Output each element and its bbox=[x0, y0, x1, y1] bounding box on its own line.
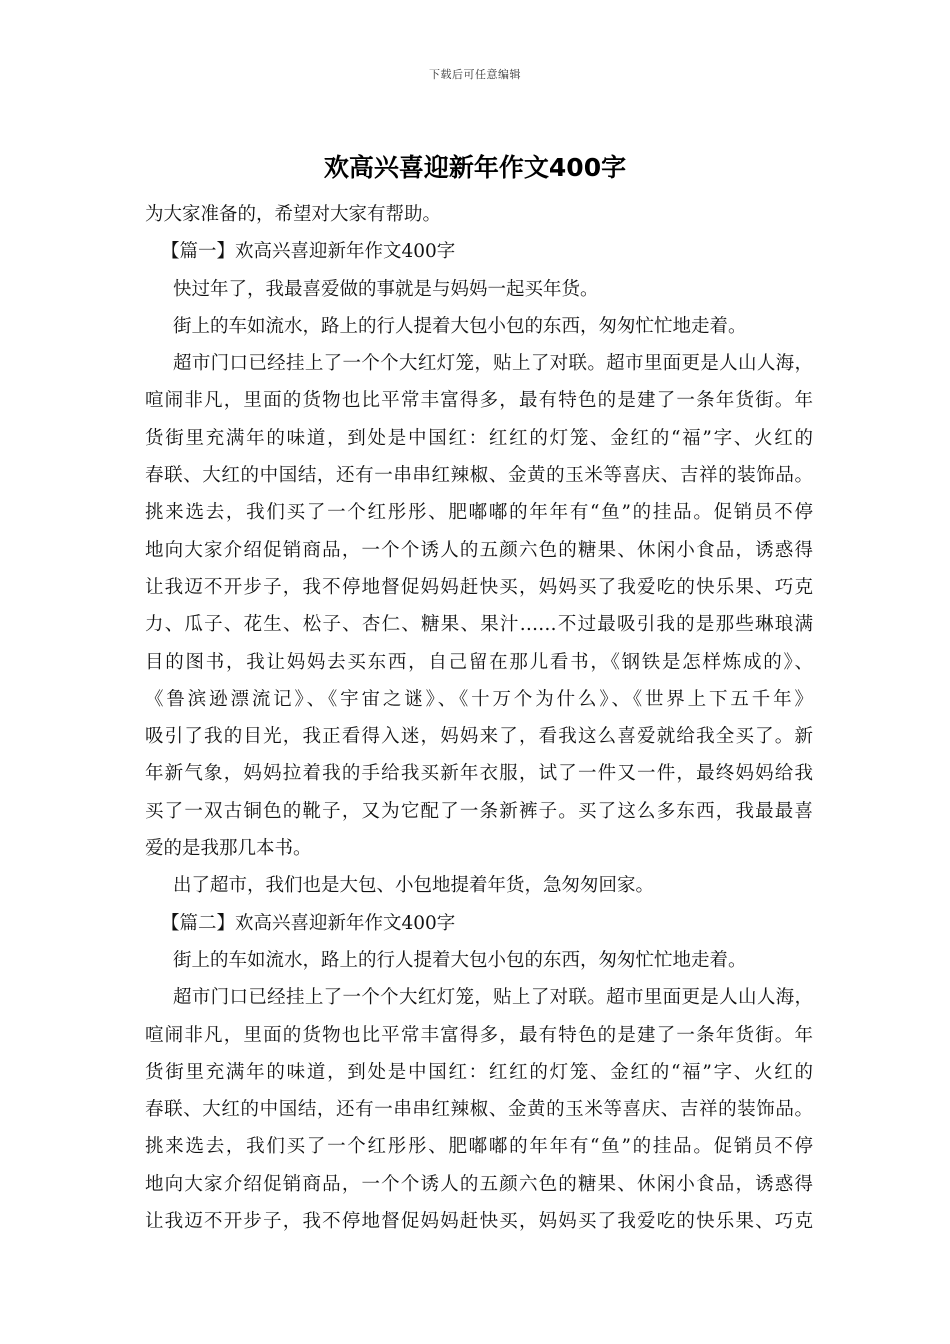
text-line: 货街里充满年的味道，到处是中国红：红红的灯笼、金红的“福”字、火红的 bbox=[145, 1061, 813, 1083]
text-line: 街上的车如流水，路上的行人提着大包小包的东西，匆匆忙忙地走着。 bbox=[173, 315, 747, 337]
text-line: 出了超市，我们也是大包、小包地提着年货，急匆匆回家。 bbox=[173, 875, 655, 897]
text-line: 挑来选去，我们买了一个红彤彤、肥嘟嘟的年年有“鱼”的挂品。促销员不停 bbox=[145, 502, 813, 524]
page-header-note: 下载后可任意编辑 bbox=[429, 68, 521, 81]
text-line: 爱的是我那几本书。 bbox=[145, 838, 312, 860]
text-line: 春联、大红的中国结，还有一串串红辣椒、金黄的玉米等喜庆、吉祥的装饰品。 bbox=[145, 465, 813, 487]
text-line: 目的图书，我让妈妈去买东西，自己留在那儿看书，《钢铁是怎样炼成的》、 bbox=[145, 651, 813, 673]
text-line: 喧闹非凡，里面的货物也比平常丰富得多，最有特色的是建了一条年货街。年 bbox=[145, 390, 813, 412]
text-line: 超市门口已经挂上了一个个大红灯笼，贴上了对联。超市里面更是人山人海， bbox=[173, 353, 813, 375]
text-line: 快过年了，我最喜爱做的事就是与妈妈一起买年货。 bbox=[173, 278, 599, 300]
text-line: 超市门口已经挂上了一个个大红灯笼，贴上了对联。超市里面更是人山人海， bbox=[173, 987, 813, 1009]
section-heading: 【篇二】欢高兴喜迎新年作文400字 bbox=[161, 912, 456, 934]
text-line: 挑来选去，我们买了一个红彤彤、肥嘟嘟的年年有“鱼”的挂品。促销员不停 bbox=[145, 1136, 813, 1158]
text-line: 年新气象，妈妈拉着我的手给我买新年衣服，试了一件又一件，最终妈妈给我 bbox=[145, 763, 813, 785]
text-line: 买了一双古铜色的靴子，又为它配了一条新裤子。买了这么多东西，我最最喜 bbox=[145, 800, 813, 822]
text-line: 为大家准备的，希望对大家有帮助。 bbox=[145, 204, 442, 225]
text-line: 街上的车如流水，路上的行人提着大包小包的东西，匆匆忙忙地走着。 bbox=[173, 949, 747, 971]
text-line: 吸引了我的目光，我正看得入迷，妈妈来了，看我这么喜爱就给我全买了。新 bbox=[145, 726, 813, 748]
text-line: 春联、大红的中国结，还有一串串红辣椒、金黄的玉米等喜庆、吉祥的装饰品。 bbox=[145, 1099, 813, 1121]
text-line: 喧闹非凡，里面的货物也比平常丰富得多，最有特色的是建了一条年货街。年 bbox=[145, 1024, 813, 1046]
text-line: 让我迈不开步子，我不停地督促妈妈赶快买，妈妈买了我爱吃的快乐果、巧克 bbox=[145, 576, 813, 598]
text-line: 地向大家介绍促销商品，一个个诱人的五颜六色的糖果、休闲小食品，诱惑得 bbox=[145, 1173, 813, 1195]
text-line: 让我迈不开步子，我不停地督促妈妈赶快买，妈妈买了我爱吃的快乐果、巧克 bbox=[145, 1211, 813, 1233]
document-body bbox=[145, 196, 813, 1240]
text-line: 《鲁滨逊漂流记》、《宇宙之谜》、《十万个为什么》、《世界上下五千年》 bbox=[145, 688, 813, 710]
text-line: 货街里充满年的味道，到处是中国红：红红的灯笼、金红的“福”字、火红的 bbox=[145, 427, 813, 449]
document-title: 欢高兴喜迎新年作文400字 bbox=[323, 153, 627, 182]
text-line: 地向大家介绍促销商品，一个个诱人的五颜六色的糖果、休闲小食品，诱惑得 bbox=[145, 539, 813, 561]
section-heading: 【篇一】欢高兴喜迎新年作文400字 bbox=[161, 241, 456, 263]
text-line: 力、瓜子、花生、松子、杏仁、糖果、果汁……不过最吸引我的是那些琳琅满 bbox=[145, 614, 813, 636]
